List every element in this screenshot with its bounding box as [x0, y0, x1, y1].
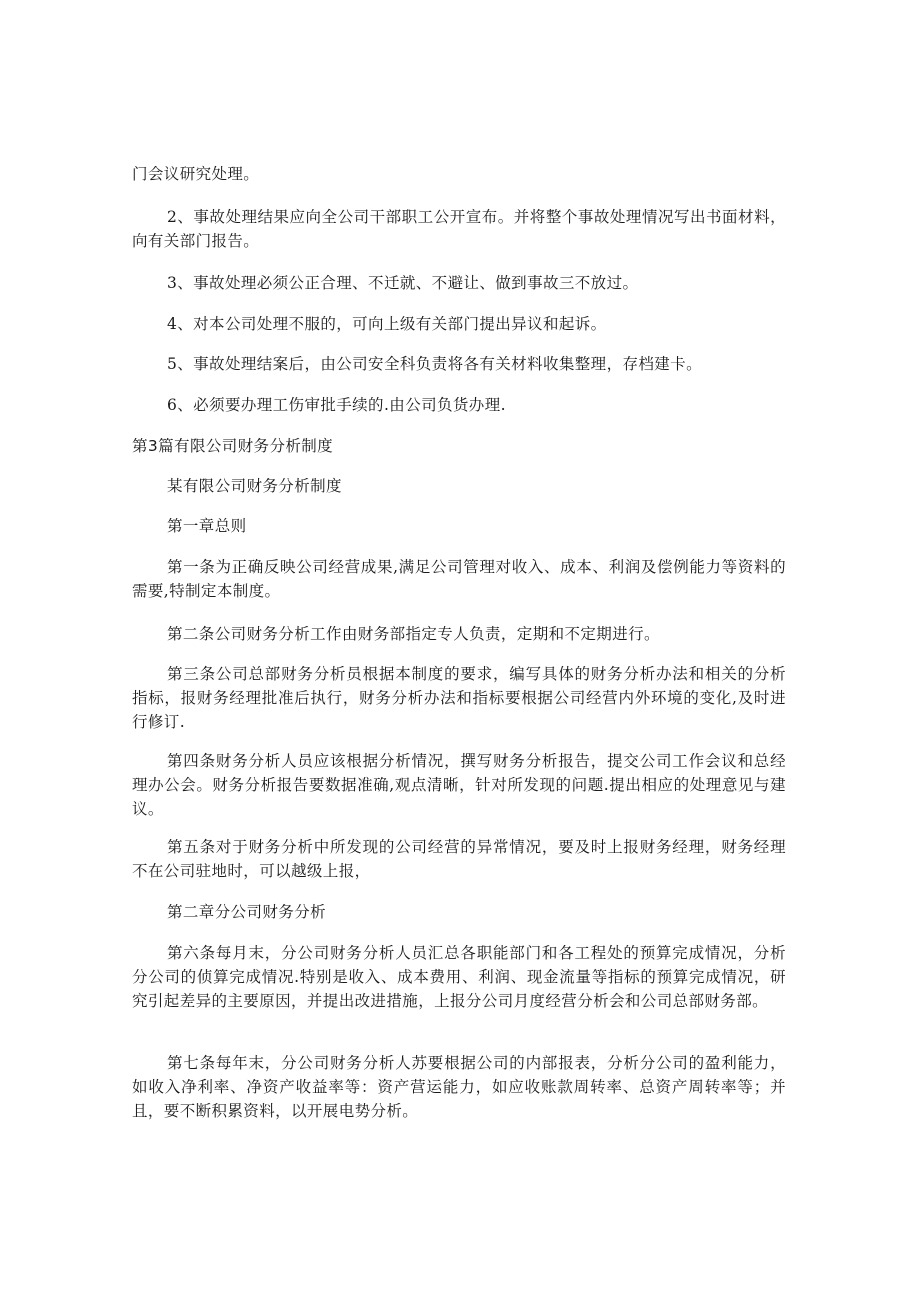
paragraph-item-5: 5、事故处理结案后，由公司安全科负责将各有关材料收集整理，存档建卡。	[167, 355, 702, 373]
article-1: 第一条为正确反映公司经营成果,满足公司管理对收入、成本、利润及偿例能力等资料的需要,特制定本制度。	[132, 558, 786, 600]
article-3: 第三条公司总部财务分析员根据本制度的要求，编写具体的财务分析办法和相关的分析指标，报财务经理批准后执行，财务分析办法和指标要根据公司经营内外环境的变化,及时进行修订.	[132, 665, 786, 731]
paragraph-item-4: 4、对本公司处理不服的，可向上级有关部门提出异议和起诉。	[167, 315, 607, 333]
paragraph-item-3: 3、事故处理必须公正合理、不迁就、不避让、做到事故三不放过。	[167, 274, 639, 292]
paragraph-item-6: 6、必须要办理工伤审批手续的.由公司负货办理.	[167, 396, 506, 414]
chapter-heading-1: 第一章总则	[167, 517, 247, 535]
section-heading: 第3篇有限公司财务分析制度	[132, 437, 334, 455]
paragraph-item-2: 2、事故处理结果应向全公司干部职工公开宣布。并将整个事故处理情况写出书面材料，向有关部门报告。	[132, 208, 786, 250]
document-title: 某有限公司财务分析制度	[167, 477, 342, 495]
article-7: 第七条每年末，分公司财务分析人苏要根据公司的内部报表，分析分公司的盈利能力，如收入净利率、净资产收益率等：资产营运能力，如应收账款周转率、总资产周转率等；并且，要不断积累资料，以开展电势分析。	[132, 1054, 786, 1120]
article-4: 第四条财务分析人员应该根据分析情况，撰写财务分析报告，提交公司工作会议和总经理办公会。财务分析报告要数据准确,观点清晰，针对所发现的问题.提出相应的处理意见与建议。	[132, 752, 786, 818]
article-6: 第六条每月末，分公司财务分析人员汇总各职能部门和各工程处的预算完成情况，分析分公司的侦算完成情况.特别是收入、成本费用、利润、现金流量等指标的预算完成情况，研究引起差异的主要原因，并提出改进措施，上报分公司月度经营分析会和公司总部财务部。	[132, 944, 786, 1010]
article-2: 第二条公司财务分析工作由财务部指定专人负责，定期和不定期进行。	[167, 625, 660, 643]
article-5: 第五条对于财务分析中所发现的公司经营的异常情况，要及时上报财务经理，财务经理不在公司驻地时，可以越级上报，	[132, 838, 786, 880]
paragraph-continuation: 门会议研究处理。	[132, 165, 260, 183]
chapter-heading-2: 第二章分公司财务分析	[167, 903, 327, 921]
